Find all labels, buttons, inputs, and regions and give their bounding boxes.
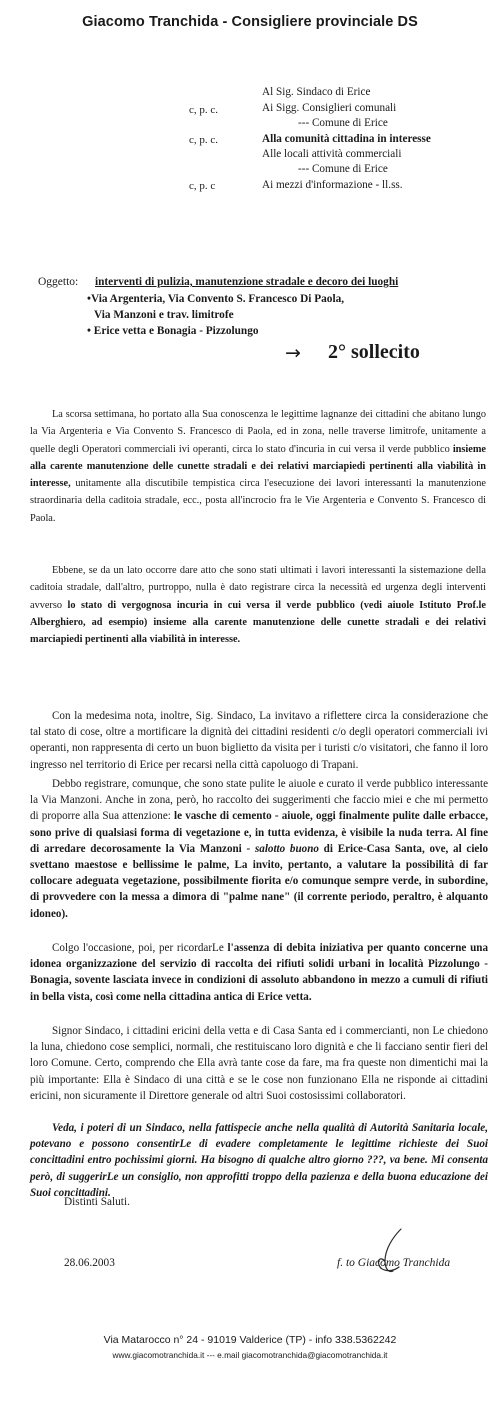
footer-address: Via Matarocco n° 24 - 91019 Valderice (TP) - info 338.5362242 (103, 1334, 397, 1346)
addressee-community: Alla comunità cittadina in interesse (262, 133, 431, 145)
cc-label: c, p. c. (189, 134, 219, 146)
body-paragraph-5: Colgo l'occasione, poi, per ricordarLe l'assenza di debita iniziativa per quanto concerne una idonea organizzazione del servizio di raccolta dei rifiuti solidi urbani in località Pizzolungo - Bonagia, sovente lasciata invece in condizioni di assoluto abbandono in mezzo a cumuli di rifiuti in bella vista, così come nella cittadina antica di Erice vetta. (30, 942, 488, 1003)
subject-location-3: • Erice vetta e Bonagia - Pizzolungo (87, 325, 259, 337)
addressee-businesses: Alle locali attività commerciali (262, 148, 402, 160)
letterhead-title: Giacomo Tranchida - Consigliere provinciale DS (82, 14, 418, 30)
subject-label: Oggetto: (38, 276, 79, 288)
letter-date: 28.06.2003 (64, 1257, 115, 1269)
footer-web-email: www.giacomotranchida.it --- e.mail giacomotranchida@giacomotranchida.it (112, 1350, 388, 1360)
subject-title: interventi di pulizia, manutenzione stradale e decoro dei luoghi (95, 276, 399, 288)
cc-label: c, p. c (189, 180, 216, 192)
addressee-councillors: Ai Sigg. Consiglieri comunali (262, 102, 397, 114)
closing-salutation: Distinti Saluti. (64, 1196, 130, 1208)
subject-location-1: •Via Argenteria, Via Convento S. Francesco Di Paola, (87, 293, 345, 305)
addressee-mayor: Al Sig. Sindaco di Erice (262, 86, 371, 98)
addressee-media: Ai mezzi d'informazione - ll.ss. (262, 179, 403, 191)
body-paragraph-1: La scorsa settimana, ho portato alla Sua conoscenza le legittime lagnanze dei cittadini che abitano lungo la Via Argenteria e Via Convento S. Francesco di Paola, ed in zona, nelle traverse limitrofe, unitamente a quelle degli Operatori commerciali ivi operanti, circa lo stato d'incuria in cui versa il verde pubblico insieme alla carente manutenzione delle cunette stradali e dei relativi marciapiedi pertinenti alla viabilità in interesse, unitamente alla discutibile tempistica circa l'esecuzione dei lavori interessanti la manutenzione straordinaria della caditoia stradale, ecc., posta all'incrocio fra le Vie Argenteria e Convento S. Francesco di Paola. (30, 409, 486, 524)
reminder-heading: 2° sollecito (328, 341, 420, 363)
body-paragraph-3: Con la medesima nota, inoltre, Sig. Sindaco, La invitavo a riflettere circa la considerazione che tal stato di cose, oltre a mortificare la dignità dei cittadini residenti c/o degli operatori commerciali ivi operanti, non rappresenta di certo un buon biglietto da visita per i turisti c/o visitatori, che fanno il loro ingresso nel territorio di Erice per recarsi nella città capoluogo di Trapani. (30, 710, 488, 771)
signature-text: f. to Giacomo Tranchida (337, 1257, 451, 1269)
addressee-municipality: --- Comune di Erice (298, 117, 388, 129)
cc-label: c, p. c. (189, 104, 219, 116)
body-paragraph-4: Debbo registrare, comunque, che sono state pulite le aiuole e curato il verde pubblico interessante la Via Manzoni. Anche in zona, però, ho raccolto dei suggerimenti che faccio miei e che mi permetto di proporre alla Sua attenzione: le vasche di cemento - aiuole, oggi finalmente pulite dalle erbacce, sono prive di qualsiasi forma di vegetazione e, in tutta evidenza, è visibile la nuda terra. Al fine di arredare decorosamente la Via Manzoni - salotto buono di Erice-Casa Santa, ove, al cielo svettano maestose e bellissime le palme, La invito, pertanto, a valutare la possibilità di far collocare adeguata vegetazione, possibilmente fiorita e/o comunque sempre verde, in subordine, di provvedere con la messa a dimora di "palme nane" (il corrente periodo, peraltro, è alquanto idoneo). (30, 778, 488, 920)
addressee-municipality: --- Comune di Erice (298, 163, 388, 175)
body-paragraph-2: Ebbene, se da un lato occorre dare atto che sono stati ultimati i lavori interessanti la sistemazione della caditoia stradale, dall'altro, purtroppo, nulla è dato registrare circa la necessità ed urgenza degli interventi avverso lo stato di vergognosa incuria in cui versa il verde pubblico (vedi aiuole Istituto Prof.le Alberghiero, ad esempio) insieme alla carente manutenzione delle cunette stradali e dei relativi marciapiedi pertinenti alla viabilità in interesse. (30, 565, 486, 646)
arrow-right-icon: → (285, 342, 301, 364)
body-paragraph-7: Veda, i poteri di un Sindaco, nella fattispecie anche nella qualità di Autorità Sanitaria locale, potevano e possono consentirLe di evadere completamente le legittime richieste dei Suoi concittadini entro pochissimi giorni. Ha bisogno di qualche altro giorno ???, va bene. Mi consenta però, di suggerirLe un consiglio, non approfitti troppo della pazienza e della buona educazione dei Suoi concittadini. (30, 1122, 488, 1199)
handwritten-signature (355, 1227, 415, 1279)
body-paragraph-6: Signor Sindaco, i cittadini ericini della vetta e di Casa Santa ed i commercianti, non Le chiedono la luna, chiedono cose semplici, normali, che restituiscano loro dignità e che li facciano sentir fieri del loro Comune. Certo, comprendo che Ella avrà tante cose da fare, ma fra queste non dimentichi mai la più importante: Ella è Sindaco di una città e se le cose non funzionano Ella ne risponde ai cittadini ericini, non sicuramente il Direttore generale od altri Suoi costosissimi collaboratori. (30, 1025, 488, 1102)
subject-location-2: Via Manzoni e trav. limitrofe (94, 309, 234, 321)
